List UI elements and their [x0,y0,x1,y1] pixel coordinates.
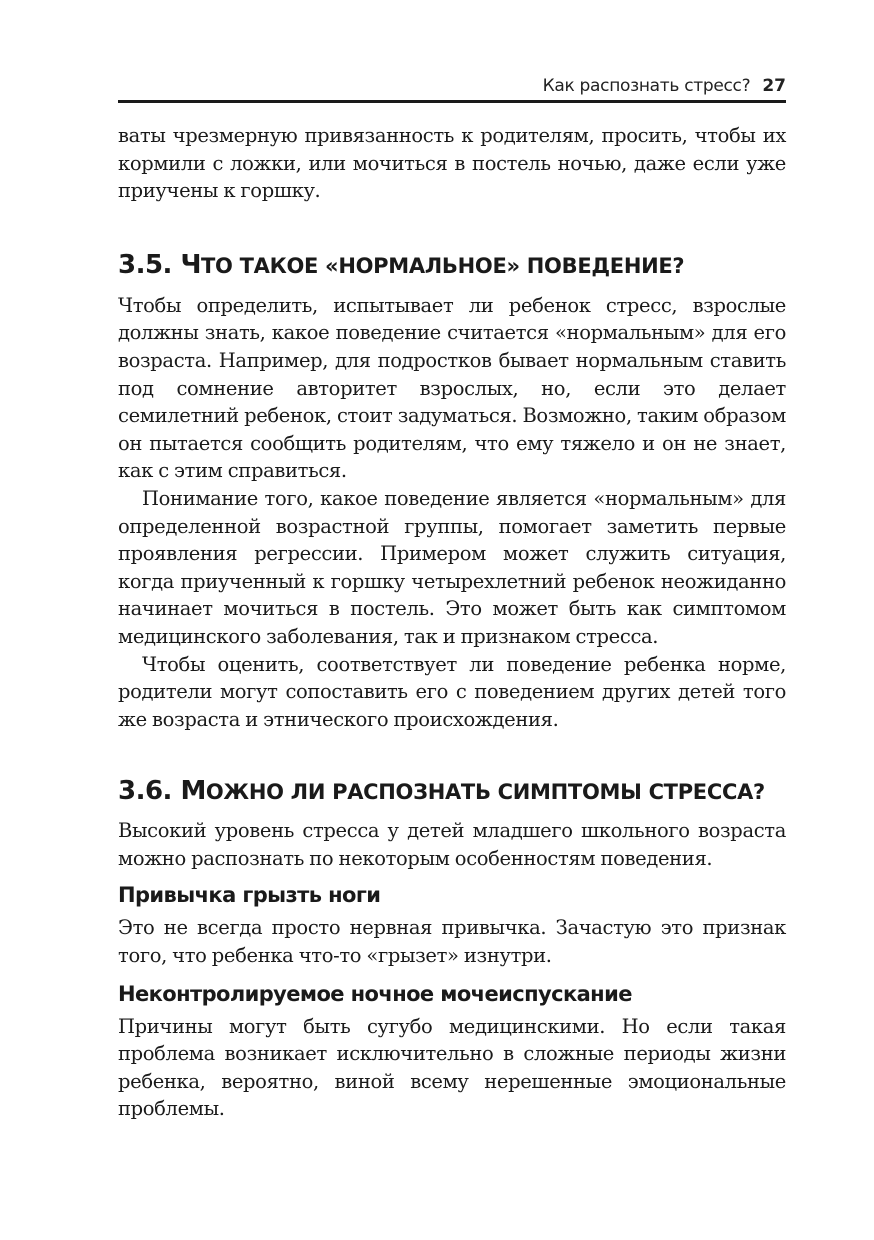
subsection-paragraph: Причины могут быть сугубо медицинскими. Но если такая проблема возникает исключительно в сложные периоды жизни ребенка, вероятно, виной всему нерешенные эмоциональные проблемы. [118,1014,786,1121]
subsection-title: Привычка грызть ноги [118,883,381,908]
section-3-6-title-rest: ОЖНО ЛИ РАСПОЗНАТЬ СИМПТОМЫ СТРЕССА? [205,780,765,805]
subsection-title: Неконтролируемое ночное мочеиспускание [118,981,632,1006]
page-number: 27 [762,76,786,96]
section-3-5-paragraph: Понимание того, какое поведение является «нормальным» для определенной возрастной группы, помогает заметить первые проявления регрессии. Примером может служить ситуация, когда приученный к горшку четырехлетний ребенок неожиданно начинает мочиться в постель. Это может быть как симптомом медицинского заболевания, так и признаком стресса. [118,486,786,648]
section-3-6-intro: Высокий уровень стресса у детей младшего школьного возраста можно распознать по некоторым особенностям поведения. [118,819,786,870]
section-3-5-title-rest: ТО ТАКОЕ «НОРМАЛЬНОЕ» ПОВЕДЕНИЕ? [201,253,685,278]
section-3-5-paragraph: Чтобы определить, испытывает ли ребенок стресс, взрослые должны знать, какое поведение считается «нормальным» для его возраста. Например, для подростков бывает нормальным ставить под сомнение авторитет взрослых, но, если это делает семилетний ребенок, стоит задуматься. Возможно, таким образом он пытается сообщить родителям, что ему тяжело и он не знает, как с этим справиться. [118,293,786,483]
header-chapter-title: Как распознать стресс? [542,76,751,96]
header-rule [118,100,786,103]
section-3-6-title [118,774,786,809]
subsection-paragraph: Это не всегда просто нервная привычка. Зачастую это признак того, что ребенка что-то «грызет» изнутри. [118,916,786,968]
section-3-5-paragraph: Чтобы оценить, соответствует ли поведение ребенка норме, родители могут сопоставить его с поведением других детей того же возраста и этнического происхождения. [118,652,786,731]
section-3-5-title-initial: Ч [180,249,202,280]
section-3-5-title [118,248,786,283]
section-3-6-title-initial: М [180,776,206,807]
running-header [118,72,786,100]
section-3-5-number: 3.5. [118,249,172,280]
page-content [118,122,786,1123]
section-3-6-number: 3.6. [118,776,172,807]
intro-paragraph: ваты чрезмерную привязанность к родителям, просить, чтобы их кормили с ложки, или мочиться в постель ночью, даже если уже приучены к горшку. [118,124,786,203]
